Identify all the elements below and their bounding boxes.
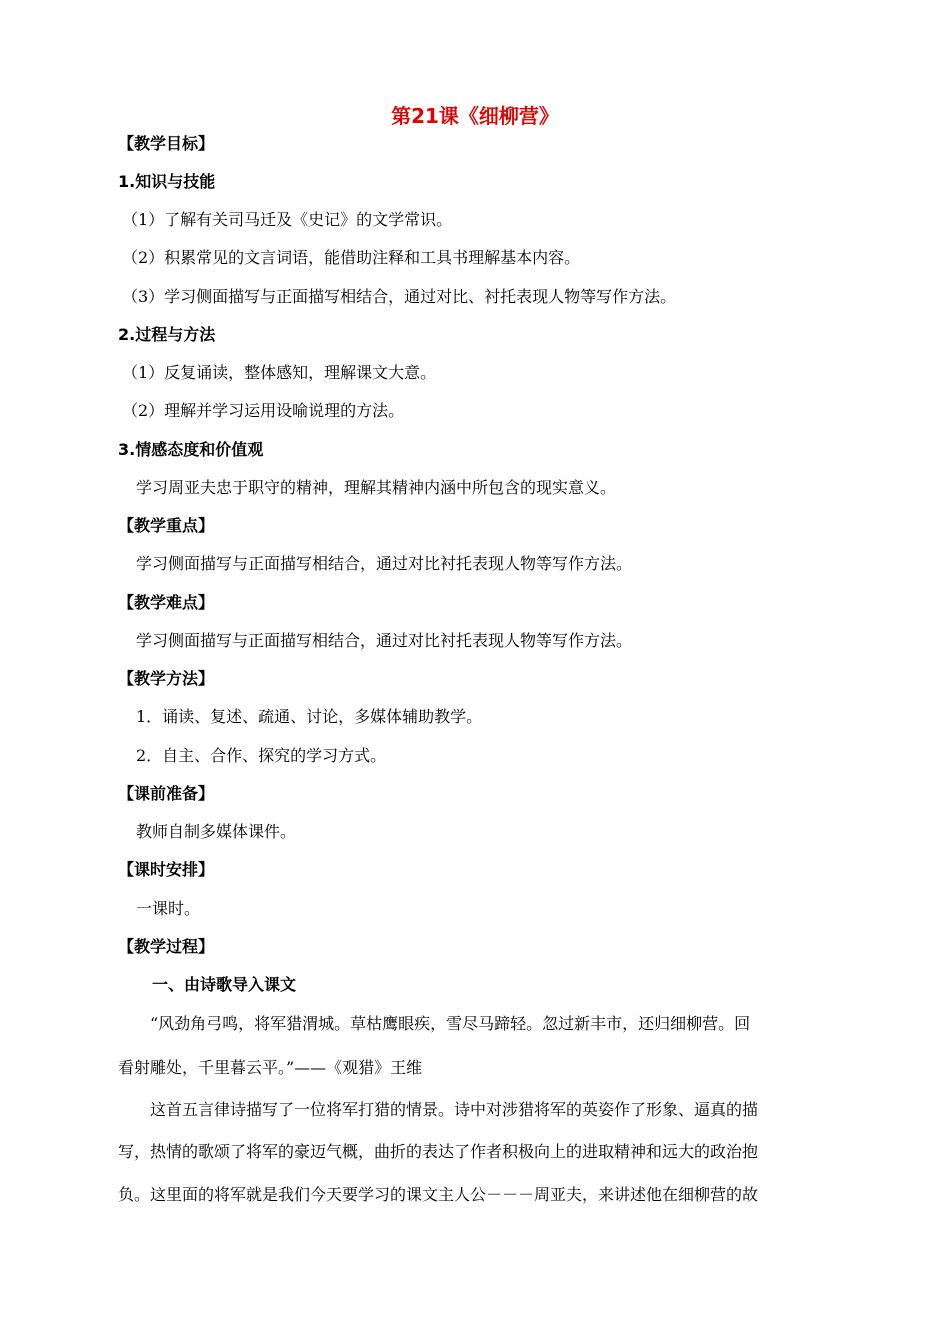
process-item-2: （2）理解并学习运用设喻说理的方法。 bbox=[122, 401, 405, 420]
difficulty-text: 学习侧面描写与正面描写相结合，通过对比衬托表现人物等写作方法。 bbox=[136, 631, 633, 650]
procedure-heading: 【教学过程】 bbox=[118, 937, 215, 956]
schedule-text: 一课时。 bbox=[136, 899, 201, 918]
difficulty-heading: 【教学难点】 bbox=[118, 593, 215, 612]
key-points-heading: 【教学重点】 bbox=[118, 516, 215, 535]
paragraph-line-2: 写，热情的歌颂了将军的豪迈气概，曲折的表达了作者积极向上的进取精神和远大的政治抱 bbox=[118, 1142, 759, 1161]
method-heading: 【教学方法】 bbox=[118, 669, 215, 688]
emotion-item-1: 学习周亚夫忠于职守的精神，理解其精神内涵中所包含的现实意义。 bbox=[136, 478, 617, 497]
process-heading: 2.过程与方法 bbox=[118, 325, 216, 344]
goals-heading: 【教学目标】 bbox=[118, 134, 215, 153]
knowledge-item-2: （2）积累常见的文言词语，能借助注释和工具书理解基本内容。 bbox=[122, 248, 581, 267]
schedule-heading: 【课时安排】 bbox=[118, 860, 215, 879]
knowledge-heading: 1.知识与技能 bbox=[118, 172, 216, 191]
intro-heading: 一、由诗歌导入课文 bbox=[152, 975, 297, 994]
knowledge-item-3: （3）学习侧面描写与正面描写相结合，通过对比、衬托表现人物等写作方法。 bbox=[122, 287, 677, 306]
paragraph-line-1: 这首五言律诗描写了一位将军打猎的情景。诗中对涉猎将军的英姿作了形象、逼真的描 bbox=[150, 1100, 759, 1119]
prep-text: 教师自制多媒体课件。 bbox=[136, 822, 297, 841]
method-item-2: 2．自主、合作、探究的学习方式。 bbox=[136, 746, 387, 765]
paragraph-line-3: 负。这里面的将军就是我们今天要学习的课文主人公－－－周亚夫，来讲述他在细柳营的故 bbox=[118, 1185, 759, 1204]
process-item-1: （1）反复诵读，整体感知，理解课文大意。 bbox=[122, 363, 437, 382]
knowledge-item-1: （1）了解有关司马迁及《史记》的文学常识。 bbox=[122, 210, 453, 229]
method-item-1: 1．诵读、复述、疏通、讨论，多媒体辅助教学。 bbox=[136, 707, 483, 726]
prep-heading: 【课前准备】 bbox=[118, 784, 215, 803]
poem-line-2: 看射雕处，千里暮云平。”——《观猎》王维 bbox=[118, 1058, 423, 1077]
emotion-heading: 3.情感态度和价值观 bbox=[118, 440, 264, 459]
poem-line-1: “风劲角弓鸣，将军猎渭城。草枯鹰眼疾，雪尽马蹄轻。忽过新丰市，还归细柳营。回 bbox=[150, 1014, 751, 1033]
page-title: 第21课《细柳营》 bbox=[391, 104, 559, 128]
key-points-text: 学习侧面描写与正面描写相结合，通过对比衬托表现人物等写作方法。 bbox=[136, 554, 633, 573]
